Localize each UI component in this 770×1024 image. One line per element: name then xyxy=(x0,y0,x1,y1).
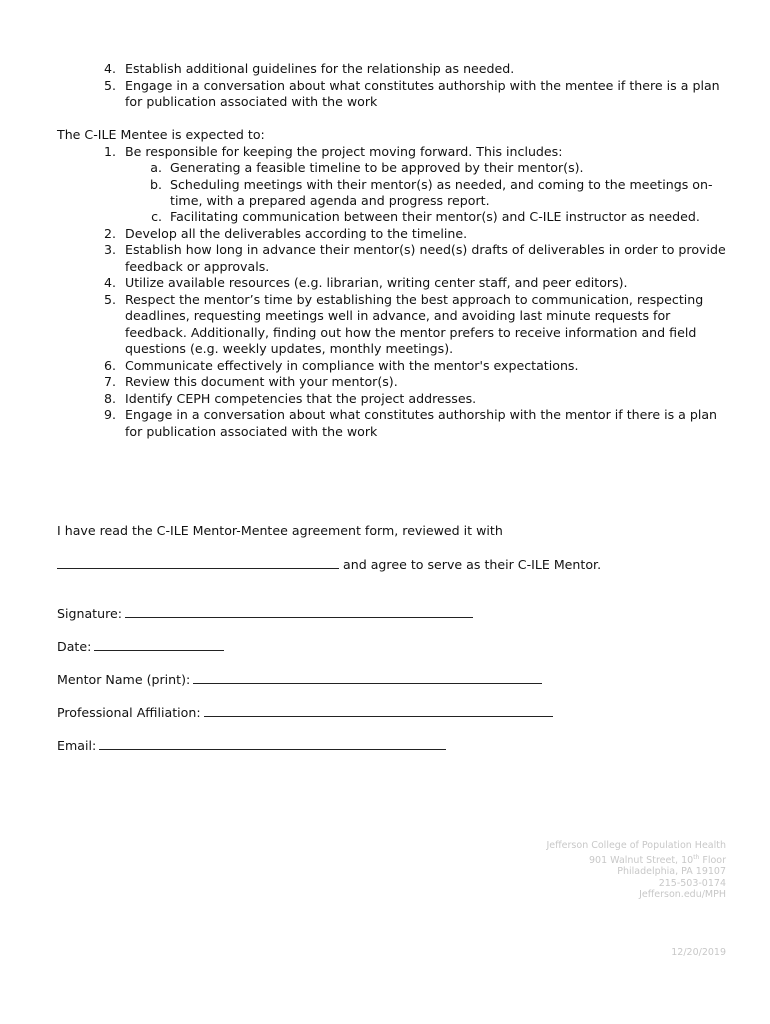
list-item-continuation: feedback or approvals. xyxy=(125,259,270,274)
footer-city: Philadelphia, PA 19107 xyxy=(617,866,726,878)
list-item: Communicate effectively in compliance with the mentor's expectations. xyxy=(125,358,579,373)
list-item: Utilize available resources (e.g. librarian, writing center staff, and peer editors). xyxy=(125,275,628,290)
mentee-name-blank[interactable] xyxy=(57,556,339,569)
list-item-continuation: feedback. Additionally, finding out how the mentor prefers to receive information and field xyxy=(125,325,697,340)
list-item: Engage in a conversation about what constitutes authorship with the mentee if there is a plan xyxy=(125,78,720,93)
footer-org: Jefferson College of Population Health xyxy=(546,840,726,851)
affiliation-label: Professional Affiliation: xyxy=(57,705,201,720)
list-number: 5. xyxy=(103,78,116,93)
sub-letter: a. xyxy=(150,160,162,175)
mentee-name-line xyxy=(57,556,601,573)
mentee-heading: The C-ILE Mentee is expected to: xyxy=(57,127,265,142)
footer-street: 901 Walnut Street, 10th Floor xyxy=(589,853,726,866)
list-number: 3. xyxy=(103,242,116,257)
sub-item-continuation: time, with a prepared agenda and progress report. xyxy=(170,193,490,208)
signature-blank[interactable] xyxy=(125,605,473,618)
email-blank[interactable] xyxy=(99,737,446,750)
list-number: 9. xyxy=(103,407,116,422)
list-item: Develop all the deliverables according to the timeline. xyxy=(125,226,468,241)
footer-web: Jefferson.edu/MPH xyxy=(639,889,726,901)
email-label: Email: xyxy=(57,738,97,753)
list-item-continuation: questions (e.g. weekly updates, monthly meetings). xyxy=(125,341,454,356)
footer-phone: 215-503-0174 xyxy=(658,877,726,889)
list-item: Establish how long in advance their mentor(s) need(s) drafts of deliverables in order to provide xyxy=(125,242,726,257)
list-number: 4. xyxy=(103,61,116,76)
date-label: Date: xyxy=(57,639,92,654)
list-item: Review this document with your mentor(s). xyxy=(125,374,398,389)
affiliation-blank[interactable] xyxy=(204,704,553,717)
list-item: Identify CEPH competencies that the project addresses. xyxy=(125,391,477,406)
list-number: 1. xyxy=(103,144,116,159)
sub-letter: b. xyxy=(150,177,162,192)
signature-field xyxy=(57,605,473,622)
signature-label: Signature: xyxy=(57,606,122,621)
list-item: Be responsible for keeping the project moving forward. This includes: xyxy=(125,144,563,159)
sub-item: Scheduling meetings with their mentor(s) as needed, and coming to the meetings on- xyxy=(170,177,713,192)
list-number: 5. xyxy=(103,292,116,307)
sub-item: Facilitating communication between their mentor(s) and C-ILE instructor as needed. xyxy=(170,209,700,224)
list-item: Establish additional guidelines for the relationship as needed. xyxy=(125,61,515,76)
list-number: 8. xyxy=(103,391,116,406)
date-blank[interactable] xyxy=(94,638,224,651)
date-field xyxy=(57,638,224,655)
list-item-continuation: for publication associated with the work xyxy=(125,94,378,109)
mentor-name-label: Mentor Name (print): xyxy=(57,672,191,687)
sub-letter: c. xyxy=(151,209,162,224)
agree-text: and agree to serve as their C-ILE Mentor. xyxy=(343,557,602,572)
mentor-name-field xyxy=(57,671,542,688)
list-item: Respect the mentor’s time by establishing the best approach to communication, respecting xyxy=(125,292,704,307)
footer-address-block xyxy=(546,840,726,901)
list-number: 2. xyxy=(103,226,116,241)
list-number: 4. xyxy=(103,275,116,290)
list-item-continuation: for publication associated with the work xyxy=(125,424,378,439)
agreement-statement: I have read the C-ILE Mentor-Mentee agreement form, reviewed it with xyxy=(57,523,503,538)
affiliation-field xyxy=(57,704,553,721)
list-number: 7. xyxy=(103,374,116,389)
list-item-continuation: deadlines, requesting meetings well in advance, and avoiding last minute requests for xyxy=(125,308,671,323)
email-field xyxy=(57,737,446,754)
sub-item: Generating a feasible timeline to be approved by their mentor(s). xyxy=(170,160,584,175)
mentor-name-blank[interactable] xyxy=(193,671,542,684)
list-number: 6. xyxy=(103,358,116,373)
footer-date: 12/20/2019 xyxy=(671,947,726,958)
list-item: Engage in a conversation about what constitutes authorship with the mentor if there is a plan xyxy=(125,407,718,422)
